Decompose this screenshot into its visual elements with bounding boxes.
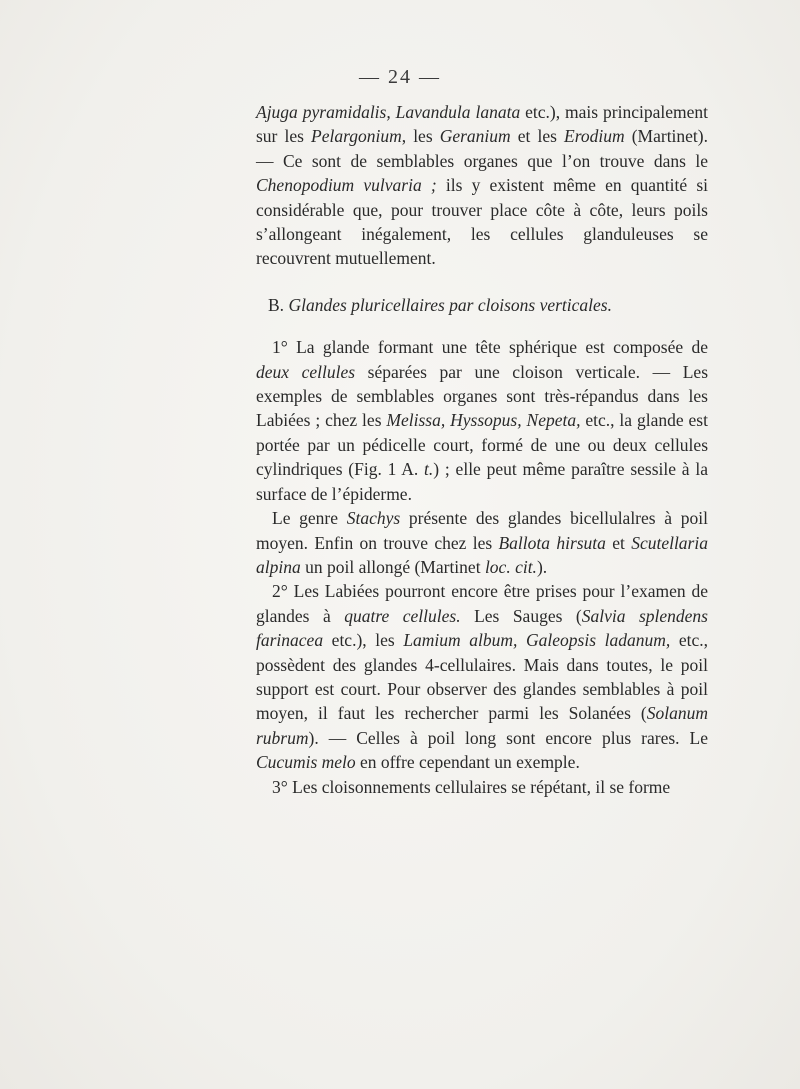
text-span: présente des glandes bicellulalres à poil moyen. Enfin on trouve chez les [256, 508, 708, 553]
page-number: — 24 — [359, 66, 441, 88]
text-span: 3° Les cloisonnements cellulaires se répétant, il se forme [272, 776, 671, 797]
text-span: etc., la glande est portée par un pédicelle court, formé de une ou deux cellules cylindriques (Fig. 1 A. [256, 410, 708, 480]
text-span: , les [401, 126, 440, 147]
text-span: etc.), mais principalement sur les [256, 102, 709, 147]
paragraph-continuation [256, 100, 708, 271]
italic-span: Ballota hirsuta [498, 532, 606, 553]
italic-span: Geranium [439, 126, 511, 147]
text-span: 1° La glande formant une tête sphérique est composée de [272, 337, 708, 358]
italic-span: Erodium [564, 126, 625, 147]
text-span: etc., possèdent des glandes 4-cellulaires. Mais dans toutes, le poil support est court. Pour observer des glandes semblables à poil moyen, il faut les rechercher parmi les Solanées ( [256, 630, 708, 724]
italic-span: Pelargonium [311, 126, 402, 147]
text-span: ) ; elle peut même paraître sessile à la surface de l’épiderme. [256, 459, 708, 504]
text-span: un poil allongé (Martinet [300, 556, 485, 577]
italic-span: Ajuga pyramidalis, Lavandula lanata [256, 102, 521, 122]
text-span: ils y existent même en quantité si considérable que, pour trouver place côte à côte, leurs poils s’allongeant inégalement, les cellules glanduleuses se recouvrent mutuellement. [256, 175, 708, 269]
italic-span: t. [424, 459, 434, 480]
text-span: et [605, 532, 632, 553]
text-span: Les Sauges ( [460, 605, 582, 626]
italic-span: quatre cellules. [344, 605, 461, 626]
italic-span: Stachys [346, 508, 401, 529]
text-span: ). — Celles à poil long sont encore plus rares. Le [308, 727, 708, 748]
italic-span: loc. cit. [484, 556, 537, 577]
section-heading [256, 293, 708, 317]
paragraph-4 [256, 775, 708, 799]
text-span: et les [510, 126, 565, 147]
body-text [256, 100, 708, 799]
paragraph-3 [256, 579, 708, 774]
italic-span: Solanum rubrum [256, 703, 708, 748]
text-span: Le genre [272, 508, 347, 529]
text-span: en offre cependant un exemple. [355, 752, 580, 773]
text-span: séparées par une cloison verticale. — Les exemples de semblables organes sont très-répandus dans les Labiées ; chez les [256, 361, 709, 431]
italic-span: Cucumis melo [256, 752, 356, 773]
heading-letter: B. [268, 294, 289, 315]
paragraph-2 [256, 506, 708, 579]
italic-span: Lamium album, Galeopsis ladanum, [403, 630, 671, 651]
paragraph-1 [256, 335, 708, 506]
text-span: 2° Les Labiées pourront encore être prises pour l’examen de glandes à [256, 581, 708, 626]
text-span: ). [536, 556, 548, 577]
italic-span: Salvia splendens farinacea [256, 605, 708, 651]
italic-span: Scutellaria alpina [256, 532, 708, 577]
text-span: (Martinet). — Ce sont de semblables organes que l’on trouve dans le [256, 126, 708, 171]
heading-title: Glandes pluricellaires par cloisons verticales. [288, 294, 612, 315]
italic-span: deux cellules [256, 361, 356, 382]
text-span: etc.), les [323, 630, 404, 651]
italic-span: Chenopodium vulvaria ; [256, 175, 437, 196]
italic-span: Melissa, Hyssopus, Nepeta, [386, 410, 581, 431]
